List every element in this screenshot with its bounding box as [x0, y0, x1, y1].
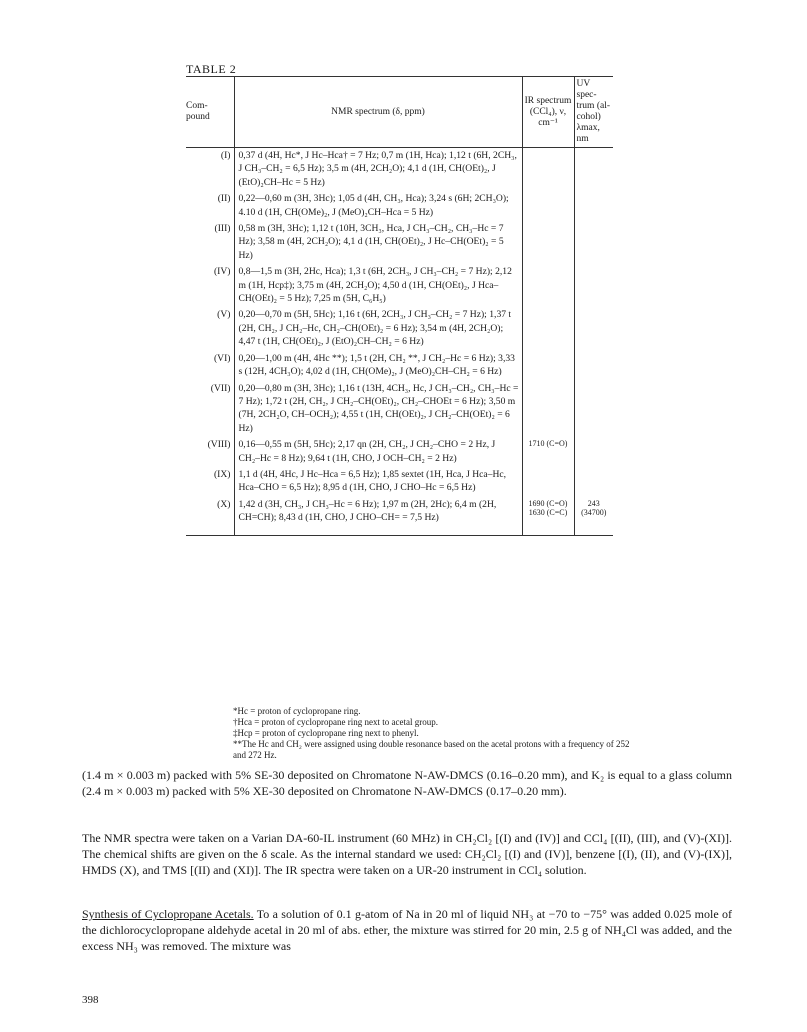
nmr-value: 0,20—1,00 m (4H, 4Hc **); 1,5 t (2H, CH₂ **, J CH₂–Hc = 6 Hz); 3,33 s (12H, 4CH₃O); 4,02 d (1H, CH(OMe)₂, J (MeO)₂CH–CH₂ = 6 Hz) [234, 351, 522, 381]
ir-value [522, 148, 574, 192]
table-row [186, 191, 613, 221]
nmr-value: 1,1 d (4H, 4Hc, J Hc–Hca = 6,5 Hz); 1,85 sextet (1H, Hca, J Hca–Hc, Hca–CHO = 6,5 Hz); 8,95 d (1H, CHO, J CHO–Hc = 6,5 Hz) [234, 467, 522, 497]
nmr-value: 0,20—0,80 m (3H, 3Hc); 1,16 t (13H, 4CH₃, Hc, J CH₃–CH₂, CH₃–Hc = 7 Hz); 1,72 t (2H, CH₂, J CH₂–CH(OEt)₂, CH₂–CHOEt = 6 Hz); 3,50 m (7H, 2CH₂O, CH–OCH₂); 4,55 t (1H, CH(OEt)₂, J CH₂–CH(OEt)₂ = 6 Hz) [234, 381, 522, 438]
body-paragraph [82, 906, 732, 954]
header-compound: Com-pound [186, 101, 210, 122]
uv-value: 243 (34700) [574, 497, 613, 535]
table-bottom-rule [186, 535, 613, 537]
nmr-value: 1,42 d (3H, CH₃, J CH₃–Hc = 6 Hz); 1,97 m (2H, 2Hc); 6,4 m (2H, CH=CH); 8,43 d (1H, CHO, J CHO–CH= = 7,5 Hz) [234, 497, 522, 535]
ir-value [522, 307, 574, 350]
nmr-value: 0,58 m (3H, 3Hc); 1,12 t (10H, 3CH₃, Hca, J CH₃–CH₂, CH₃–Hc = 7 Hz); 3,58 m (4H, 2CH₂O); 4,1 d (1H, CH(OEt)₂, J Hc–CH(OEt)₂ = 5 Hz) [234, 221, 522, 264]
nmr-table [186, 76, 613, 537]
uv-value [574, 191, 613, 221]
table-row [186, 437, 613, 467]
ir-value: 1690 (C=O) 1630 (C=C) [522, 497, 574, 535]
ir-value [522, 381, 574, 438]
header-ir: IR spectrum (CCl₄), ν, cm⁻¹ [522, 77, 574, 148]
uv-value [574, 437, 613, 467]
ir-value [522, 264, 574, 307]
ir-value [522, 191, 574, 221]
table-row [186, 307, 613, 350]
footnote: **The Hc and CH₂ were assigned using double resonance based on the acetal protons with a frequency of 252 and 272 Hz. [233, 739, 630, 760]
uv-value [574, 307, 613, 350]
footnote: *Hc = proton of cyclopropane ring. [233, 706, 361, 716]
section-heading: Synthesis of Cyclopropane Acetals. [82, 907, 254, 921]
header-nmr: NMR spectrum (δ, ppm) [234, 77, 522, 148]
table-row [186, 264, 613, 307]
uv-value [574, 221, 613, 264]
nmr-value: 0,16—0,55 m (5H, 5Hc); 2,17 qn (2H, CH₂, J CH₂–CHO = 2 Hz, J CH₂–Hc = 8 Hz); 9,64 t (1H, CHO, J OCH–CH₂ = 2 Hz) [234, 437, 522, 467]
table-row [186, 221, 613, 264]
uv-value [574, 351, 613, 381]
compound-id: (I) [220, 150, 231, 161]
nmr-value: 0,8—1,5 m (3H, 2Hc, Hca); 1,3 t (6H, 2CH₃, J CH₃–CH₂ = 7 Hz); 2,12 m (1H, Hcp‡); 3,75 m (4H, 2CH₂O); 4,50 d (1H, CH(OEt)₂, J Hca–CH(OEt)₂ = 5 Hz); 7,25 m (5H, C₆H₅) [234, 264, 522, 307]
compound-id: (II) [217, 193, 231, 205]
compound-id: (V) [217, 309, 231, 321]
footnote: †Hca = proton of cyclopropane ring next to acetal group. [233, 717, 439, 727]
nmr-value: 0,22—0,60 m (3H, 3Hc); 1,05 d (4H, CH₃, Hca); 3,24 s (6H; 2CH₃O); 4.10 d (1H, CH(OMe)₂, J (MeO)₂CH–Hca = 5 Hz) [234, 191, 522, 221]
uv-value [574, 467, 613, 497]
compound-id: (IV) [213, 266, 231, 278]
ir-value [522, 221, 574, 264]
uv-value [574, 264, 613, 307]
compound-id: (IX) [213, 468, 231, 480]
uv-value [574, 381, 613, 438]
compound-id: (VI) [213, 352, 231, 364]
table-footnotes [233, 706, 633, 761]
body-paragraph: The NMR spectra were taken on a Varian DA-60-IL instrument (60 MHz) in CH₂Cl₂ [(I) and (IV)] and CCl₄ [(II), (III), and (V)-(XI)]. The chemical shifts are given on the δ scale. As the internal standard we used: CH₂Cl₂ [(I) and (IV)], benzene [(I), (II), and (V)-(IX)], HMDS (X), and TMS [(II) and (XI)]. The IR spectra were taken on a UR-20 instrument in CCl₄ solution. [82, 831, 732, 877]
table-row [186, 381, 613, 438]
footnote: ‡Hcp = proton of cyclopropane ring next to phenyl. [233, 728, 419, 738]
ir-value [522, 351, 574, 381]
compound-id: (III) [214, 223, 231, 235]
header-uv: UV spec-trum (al-cohol) λmax, nm [574, 77, 613, 148]
compound-id: (VIII) [207, 439, 231, 451]
table-caption: TABLE 2 [186, 62, 237, 76]
ir-value [522, 467, 574, 497]
nmr-value: 0,37 d (4H, Hc*, J Hc–Hca† = 7 Hz; 0,7 m (1H, Hca); 1,12 t (6H, 2CH₃, J CH₃–CH₂ = 6,5 Hz); 3,5 m (4H, 2CH₂O); 4,1 d (1H, CH(OEt)₂, J (EtO)₂CH–Hc = 5 Hz) [234, 148, 522, 192]
page-number: 398 [82, 994, 99, 1006]
paragraph-text: To a solution of 0.1 g-atom of Na in 20 ml of liquid NH₃ at −70 to −75° was added 0.025 mole of the dichlorocyclopropane aldehyde acetal in 20 ml of abs. ether, the mixture was stirred for 20 min, 2.5 g of NH₄Cl was added, and the excess NH₃ was removed. The mixture was [82, 907, 732, 953]
table-row [186, 497, 613, 535]
table-row [186, 351, 613, 381]
table-row [186, 467, 613, 497]
table-header-row [186, 77, 613, 148]
ir-value: 1710 (C=O) [522, 437, 574, 467]
nmr-value: 0,20—0,70 m (5H, 5Hc); 1,16 t (6H, 2CH₃, J CH₃–CH₂ = 7 Hz); 1,37 t (2H, CH₂, J CH₂–Hc, CH₂–CH(OEt)₂ = 6 Hz); 3,54 m (4H, 2CH₂O); 4,47 t (1H, CH(OEt)₂, J (EtO)₂CH–CH₂ = 6 Hz) [234, 307, 522, 350]
compound-id: (VII) [210, 382, 231, 394]
body-paragraph: (1.4 m × 0.003 m) packed with 5% SE-30 deposited on Chromatone N-AW-DMCS (0.16–0.20 mm), and K₂ is equal to a glass column (2.4 m × 0.003 m) packed with 5% XE-30 deposited on Chromatone N-AW-DMCS (0.17–0.20 mm). [82, 768, 732, 798]
table-row [186, 148, 613, 192]
uv-value [574, 148, 613, 192]
compound-id: (X) [217, 498, 231, 510]
